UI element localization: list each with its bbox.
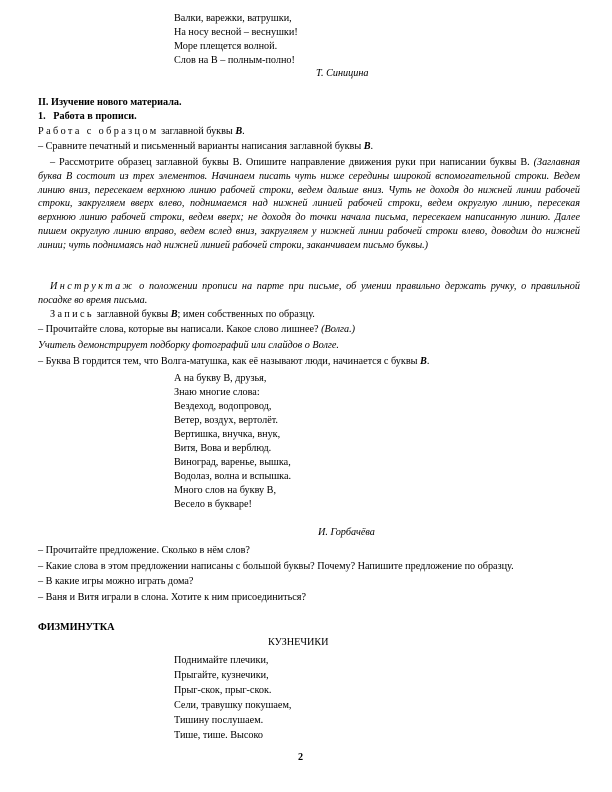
questions-list	[38, 543, 514, 605]
question-item: – Ваня и Витя играли в слона. Хотите к ним присоединиться?	[38, 591, 306, 603]
poem-letter-v	[174, 372, 291, 512]
poem-line: Водолаз, волна и вспышка.	[174, 471, 292, 482]
poem-author: Т. Синицина	[316, 68, 369, 79]
question-item: – Прочитайте предложение. Сколько в нём слов?	[38, 545, 250, 556]
poem-line: А на букву В, друзья,	[174, 373, 267, 384]
instruction-spaced: Инструктаж	[50, 281, 135, 292]
fizminutka-title: КУЗНЕЧИКИ	[268, 637, 329, 648]
proud-paragraph: – Буква В гордится тем, что Волга-матушка, как её называют люди, начинается с буквы В.	[38, 356, 430, 367]
question-item: – В какие игры можно играть дома?	[38, 576, 194, 587]
poem-line: Виноград, варенье, вышка,	[174, 457, 291, 468]
poem-line: Прыг-скок, прыг-скок.	[174, 685, 272, 696]
poem-line: Тише, тише. Высоко	[174, 730, 264, 741]
poem-line: Знаю многие слова:	[174, 387, 260, 398]
zapis-rest: заглавной буквы	[93, 309, 171, 320]
poem-line: Весело в букваре!	[174, 499, 252, 510]
poem-line: Сели, травушку покушаем,	[174, 700, 292, 711]
poem-author: И. Горбачёва	[318, 527, 375, 538]
proud-text: – Буква В гордится тем, что Волга-матушка, как её называют люди, начинается с буквы	[38, 356, 421, 367]
read-words-answer: (Волга.)	[321, 324, 356, 335]
read-words-text: – Прочитайте слова, которые вы написали. Какое слово лишнее?	[38, 324, 322, 335]
consider-text: – Рассмотрите образец заглавной буквы В. Опишите направление движения руки при написании буквы В.	[50, 157, 530, 168]
poem-line: Поднимайте плечики,	[174, 655, 269, 666]
compare-paragraph: – Сравните печатный и письменный варианты написания заглавной буквы В.	[38, 141, 374, 152]
work-spaced: Работа с образцом	[38, 126, 159, 137]
question-item: – Какие слова в этом предложении написаны с большой буквы? Почему? Напишите предложение по образцу.	[38, 560, 514, 572]
work-rest: заглавной буквы	[158, 126, 236, 137]
poem-line: Вертишка, внучка, внук,	[174, 429, 281, 440]
fizminutka-heading: ФИЗМИНУТКА	[38, 622, 115, 633]
poem-line: Вездеход, водопровод,	[174, 401, 272, 412]
proud-letter: В	[420, 356, 427, 367]
poem-line: Тишину послушаем.	[174, 715, 264, 726]
instruction-paragraph	[38, 280, 580, 308]
work-with-sample: Работа с образцом заглавной буквы В.	[38, 126, 245, 137]
zapis-spaced: Запись	[50, 309, 94, 320]
poem-line: Витя, Вова и верблюд.	[174, 443, 272, 454]
poem-line: Слов на В – полным-полно!	[174, 55, 295, 66]
compare-letter: В	[363, 141, 371, 152]
item-heading: 1. Работа в прописи.	[38, 111, 137, 122]
page-number: 2	[298, 752, 304, 763]
poem-line: Валки, варежки, ватрушки,	[174, 13, 292, 24]
zapis-tail: ; имен собственных по образцу.	[177, 309, 315, 320]
zapis-letter: В	[170, 309, 178, 320]
poem-line: Море плещется волной.	[174, 41, 278, 52]
consider-italic: (Заглавная буква В состоит из трех элементов. Начинаем писать чуть ниже середины широкой вспомогательной строки. Ведем линию вниз, пересекаем верхнюю линию рабочей строки, ведем дальше вниз. Чуть не доходя до нижней линии рабочей строки, закругляем вверх влево, поднимаемся над нижней линией рабочей строки, ведем округлую линию, пересекая верхнюю линию рабочей строки, ведем вверх; не доходя до точки начала письма, пересекаем написанную линию. Далее пишем округлую линию вправо, ведем вслед вниз, закругляем у нижней линии рабочей строки влево, доводим до нижней линии; чуть поднимаясь над нижней линией рабочей строки, заканчиваем письмо буквы.)	[38, 157, 580, 251]
poem-kuznechiki	[174, 653, 291, 743]
poem-line: Много слов на букву В,	[174, 485, 277, 496]
poem-line: Ветер, воздух, вертолёт.	[174, 415, 278, 426]
read-words-paragraph	[38, 324, 355, 336]
consider-paragraph	[38, 156, 580, 253]
section-heading: II. Изучение нового материала.	[38, 97, 182, 108]
poem-vesnushki	[174, 12, 298, 68]
zapis-paragraph	[50, 309, 315, 321]
poem-line: На носу весной – веснушки!	[174, 27, 298, 38]
teacher-note: Учитель демонстрирует подборку фотографий или слайдов о Волге.	[38, 340, 339, 351]
poem-line: Прыгайте, кузнечики,	[174, 670, 269, 681]
work-letter: В	[235, 126, 243, 137]
instruction-rest: о положении прописи на парте при письме, об умении правильно держать ручку, о правильной посадке во время письма.	[38, 281, 580, 306]
compare-text: – Сравните печатный и письменный варианты написания заглавной буквы	[38, 141, 364, 152]
